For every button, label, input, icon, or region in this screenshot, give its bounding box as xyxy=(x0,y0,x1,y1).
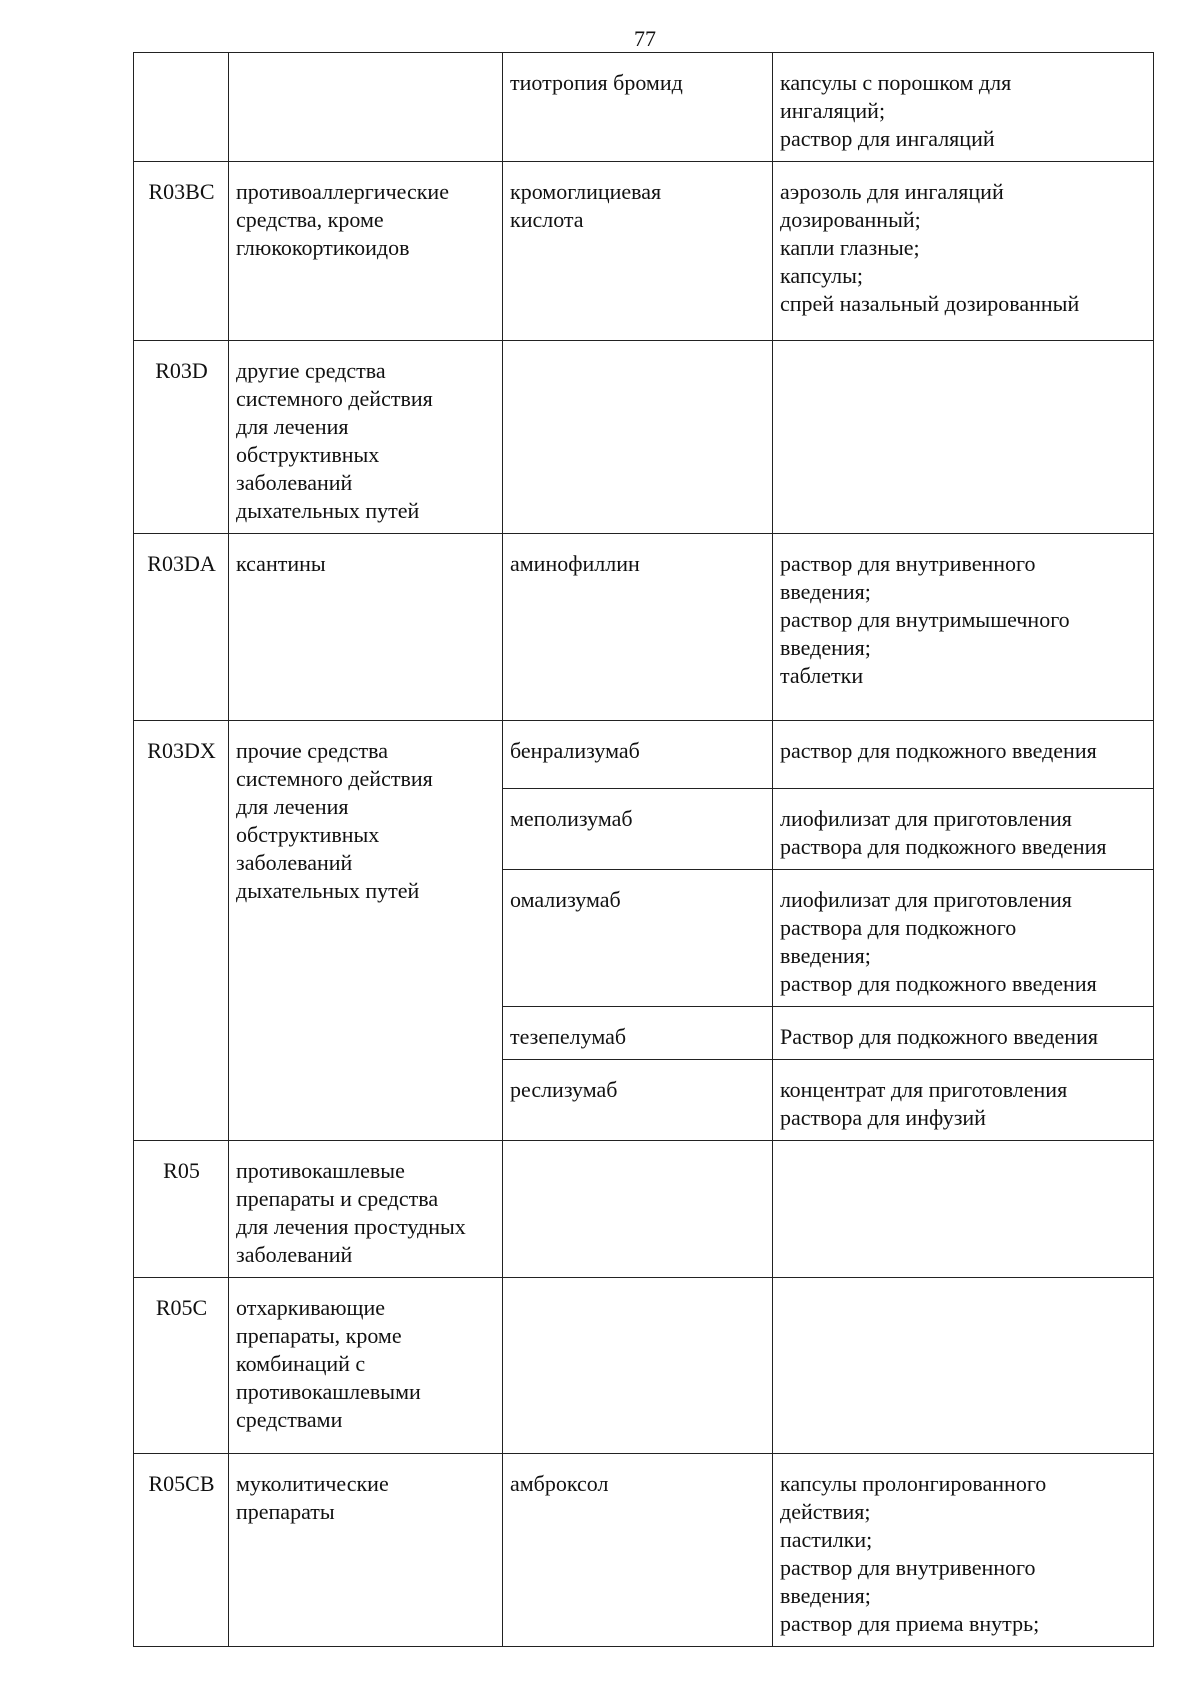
group-text-line: заболеваний xyxy=(236,1242,353,1267)
drug-name-cell xyxy=(503,534,773,721)
group-text-line: для лечения простудных xyxy=(236,1214,466,1239)
drug-name-cell xyxy=(503,1007,773,1060)
dosage-form-line: раствора для подкожного xyxy=(780,915,1017,940)
table-row xyxy=(134,534,1154,721)
dosage-form-line: раствора для инфузий xyxy=(780,1105,986,1130)
drug-name-cell xyxy=(503,721,773,789)
group-text-line: заболеваний xyxy=(236,850,353,875)
dosage-form-line: аэрозоль для ингаляций xyxy=(780,179,1004,204)
atc-code-cell: R03BC xyxy=(134,162,229,341)
group-text-line: препараты xyxy=(236,1499,335,1524)
dosage-form-line: раствор для внутривенного xyxy=(780,551,1036,576)
anatomical-therapeutic-group-cell xyxy=(229,1278,503,1454)
group-text-line: дыхательных путей xyxy=(236,878,420,903)
dosage-form-line: ингаляций; xyxy=(780,98,886,123)
table-row xyxy=(134,1141,1154,1278)
dosage-form-line: Раствор для подкожного введения xyxy=(780,1024,1098,1049)
dosage-form-line: введения; xyxy=(780,635,871,660)
group-text-line: препараты и средства xyxy=(236,1186,439,1211)
drug-name-cell xyxy=(503,1141,773,1278)
drug-name-line: меполизумаб xyxy=(510,806,633,831)
drug-name-line: амброксол xyxy=(510,1471,609,1496)
dosage-form-line: введения; xyxy=(780,579,871,604)
dosage-form-cell xyxy=(773,341,1154,534)
anatomical-therapeutic-group-cell xyxy=(229,721,503,1141)
group-text-line: препараты, кроме xyxy=(236,1323,402,1348)
dosage-form-line: лиофилизат для приготовления xyxy=(780,887,1072,912)
dosage-form-line: концентрат для приготовления xyxy=(780,1077,1068,1102)
dosage-form-cell xyxy=(773,534,1154,721)
group-text-line: обструктивных xyxy=(236,822,380,847)
drug-name-line: тезепелумаб xyxy=(510,1024,627,1049)
drug-name-cell xyxy=(503,789,773,870)
dosage-form-line: дозированный; xyxy=(780,207,921,232)
dosage-form-line: капсулы с порошком для xyxy=(780,70,1012,95)
group-text-line: ксантины xyxy=(236,551,326,576)
drug-name-cell xyxy=(503,1060,773,1141)
group-text-line: средствами xyxy=(236,1407,343,1432)
drug-name-cell xyxy=(503,53,773,162)
drug-name-line: бенрализумаб xyxy=(510,738,640,763)
group-text-line: средства, кроме xyxy=(236,207,384,232)
anatomical-therapeutic-group-cell xyxy=(229,1141,503,1278)
table-row xyxy=(134,53,1154,162)
dosage-form-line: капли глазные; xyxy=(780,235,920,260)
dosage-form-cell xyxy=(773,721,1154,789)
dosage-form-cell xyxy=(773,870,1154,1007)
group-text-line: глюкокортикоидов xyxy=(236,235,410,260)
dosage-form-line: раствор для ингаляций xyxy=(780,126,995,151)
group-text-line: противокашлевые xyxy=(236,1158,405,1183)
anatomical-therapeutic-group-cell xyxy=(229,1454,503,1647)
atc-code-cell: R05C xyxy=(134,1278,229,1454)
drug-name-cell xyxy=(503,1278,773,1454)
group-text-line: для лечения xyxy=(236,794,349,819)
drug-name-cell xyxy=(503,341,773,534)
dosage-form-cell xyxy=(773,1141,1154,1278)
dosage-form-line: капсулы пролонгированного xyxy=(780,1471,1047,1496)
table-row xyxy=(134,721,1154,789)
dosage-form-cell xyxy=(773,789,1154,870)
atc-code-cell: R05 xyxy=(134,1141,229,1278)
page-number: 77 xyxy=(634,26,656,51)
dosage-form-line: раствор для внутримышечного xyxy=(780,607,1070,632)
anatomical-therapeutic-group-cell xyxy=(229,534,503,721)
group-text-line: системного действия xyxy=(236,766,433,791)
drug-name-line: реслизумаб xyxy=(510,1077,618,1102)
table-row xyxy=(134,162,1154,341)
table-row xyxy=(134,1454,1154,1647)
group-text-line: другие средства xyxy=(236,358,386,383)
dosage-form-line: капсулы; xyxy=(780,263,863,288)
dosage-form-line: действия; xyxy=(780,1499,871,1524)
group-text-line: системного действия xyxy=(236,386,433,411)
drug-table xyxy=(133,52,1154,1647)
atc-code-cell: R03DX xyxy=(134,721,229,1141)
drug-name-line: кислота xyxy=(510,207,584,232)
group-text-line: противокашлевыми xyxy=(236,1379,421,1404)
dosage-form-line: лиофилизат для приготовления xyxy=(780,806,1072,831)
dosage-form-line: раствор для подкожного введения xyxy=(780,738,1097,763)
anatomical-therapeutic-group-cell xyxy=(229,53,503,162)
drug-name-cell xyxy=(503,1454,773,1647)
group-text-line: заболеваний xyxy=(236,470,353,495)
atc-code-cell: R03DA xyxy=(134,534,229,721)
group-text-line: отхаркивающие xyxy=(236,1295,386,1320)
dosage-form-cell xyxy=(773,1454,1154,1647)
drug-name-line: кромоглициевая xyxy=(510,179,662,204)
drug-name-line: аминофиллин xyxy=(510,551,640,576)
dosage-form-line: раствор для внутривенного xyxy=(780,1555,1036,1580)
table-body xyxy=(134,53,1154,1647)
drug-name-cell xyxy=(503,870,773,1007)
dosage-form-cell xyxy=(773,1278,1154,1454)
dosage-form-line: пастилки; xyxy=(780,1527,873,1552)
dosage-form-cell xyxy=(773,162,1154,341)
dosage-form-line: введения; xyxy=(780,1583,871,1608)
atc-code-cell xyxy=(134,53,229,162)
dosage-form-line: таблетки xyxy=(780,663,864,688)
group-text-line: муколитические xyxy=(236,1471,389,1496)
drug-name-line: тиотропия бромид xyxy=(510,70,683,95)
dosage-form-line: раствора для подкожного введения xyxy=(780,834,1107,859)
dosage-form-line: раствор для подкожного введения xyxy=(780,971,1097,996)
dosage-form-cell xyxy=(773,1060,1154,1141)
dosage-form-cell xyxy=(773,1007,1154,1060)
dosage-form-cell xyxy=(773,53,1154,162)
group-text-line: обструктивных xyxy=(236,442,380,467)
group-text-line: комбинаций с xyxy=(236,1351,366,1376)
dosage-form-line: спрей назальный дозированный xyxy=(780,291,1080,316)
atc-code-cell: R03D xyxy=(134,341,229,534)
table-row xyxy=(134,341,1154,534)
group-text-line: противоаллергические xyxy=(236,179,449,204)
group-text-line: прочие средства xyxy=(236,738,388,763)
anatomical-therapeutic-group-cell xyxy=(229,162,503,341)
atc-code-cell: R05CB xyxy=(134,1454,229,1647)
anatomical-therapeutic-group-cell xyxy=(229,341,503,534)
table-row xyxy=(134,1278,1154,1454)
group-text-line: дыхательных путей xyxy=(236,498,420,523)
dosage-form-line: раствор для приема внутрь; xyxy=(780,1611,1040,1636)
group-text-line: для лечения xyxy=(236,414,349,439)
drug-name-line: омализумаб xyxy=(510,887,621,912)
drug-name-cell xyxy=(503,162,773,341)
dosage-form-line: введения; xyxy=(780,943,871,968)
